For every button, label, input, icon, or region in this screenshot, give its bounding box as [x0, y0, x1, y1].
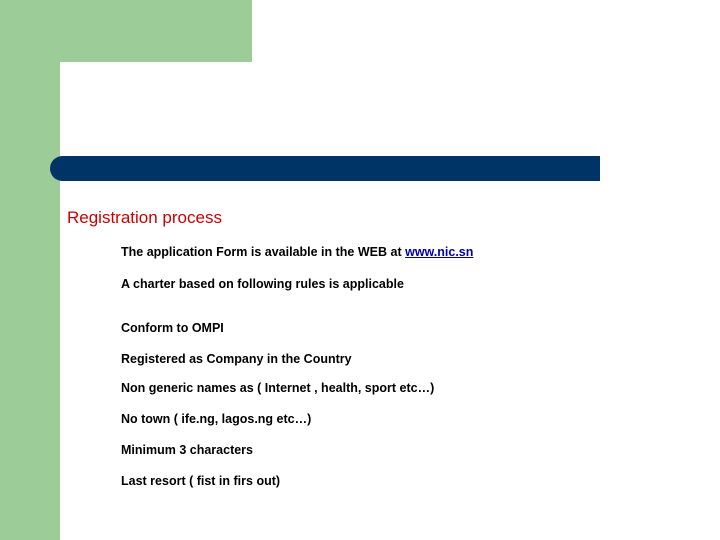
content-panel	[60, 62, 720, 540]
rule-item: Non generic names as ( Internet , health, sport etc…)	[121, 381, 435, 395]
rule-item: Minimum 3 characters	[121, 443, 253, 457]
rule-item: Last resort ( fist in firs out)	[121, 474, 281, 488]
title-bar	[50, 156, 600, 181]
rule-item: Conform to OMPI	[121, 321, 224, 335]
nic-sn-link[interactable]: www.nic.sn	[405, 245, 474, 259]
application-form-line	[121, 245, 473, 259]
rule-item: No town ( ife.ng, lagos.ng etc…)	[121, 412, 312, 426]
green-left-strip	[0, 0, 60, 540]
application-form-text: The application Form is available in the WEB at	[121, 245, 406, 259]
charter-line: A charter based on following rules is applicable	[121, 277, 404, 291]
rule-item: Registered as Company in the Country	[121, 352, 352, 366]
section-title: Registration process	[67, 208, 222, 227]
